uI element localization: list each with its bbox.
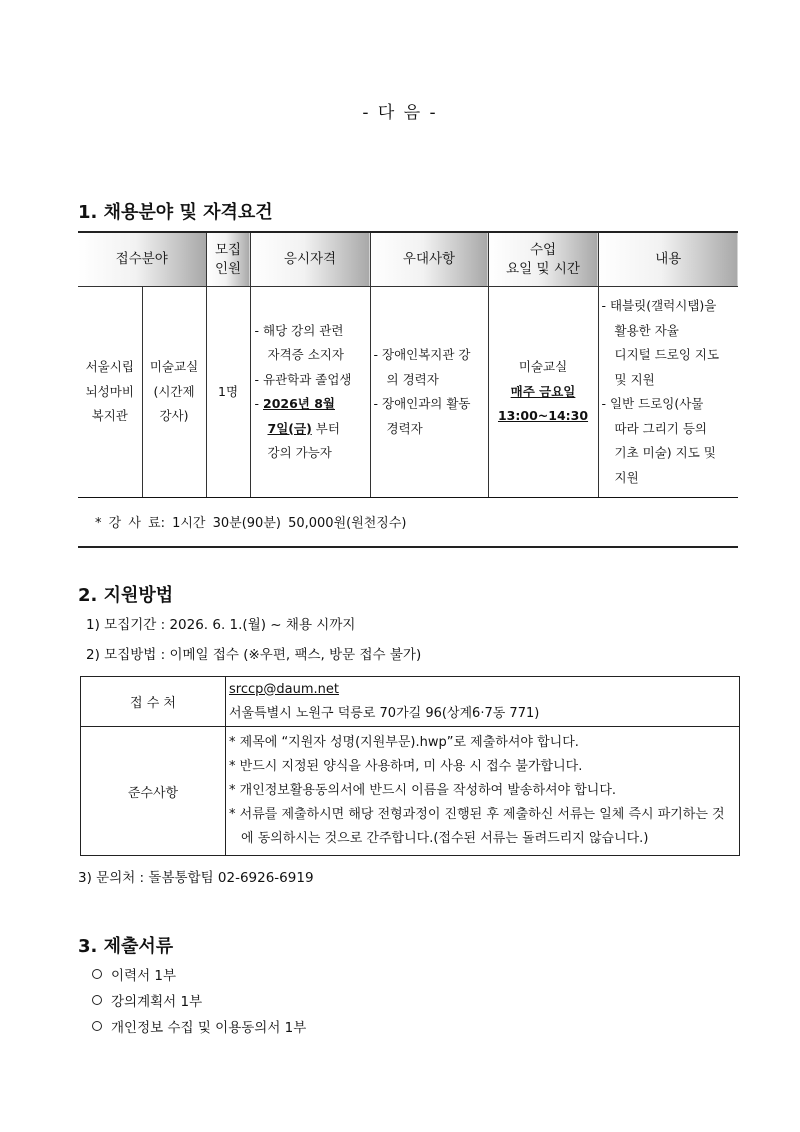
list-item: 강의계획서 1부 bbox=[92, 990, 202, 1010]
email-link[interactable]: srccp@daum.net bbox=[229, 681, 339, 697]
table-row bbox=[78, 287, 738, 498]
header-content: 내용 bbox=[598, 232, 738, 287]
cell-schedule: 미술교실 매주 금요일 13:00~14:30 bbox=[488, 287, 598, 498]
section3-title: 3. 제출서류 bbox=[78, 936, 174, 957]
section-divider bbox=[78, 546, 738, 548]
header-qualification: 응시자격 bbox=[250, 232, 370, 287]
cell-count: 1명 bbox=[206, 287, 250, 498]
recruitment-table-header bbox=[78, 232, 738, 287]
table-row bbox=[81, 677, 740, 727]
cell-preference: - 장애인복지관 강 의 경력자 - 장애인과의 활동 경력자 bbox=[370, 287, 488, 498]
lecture-fee: * 강 사 료: 1시간 30분(90분) 50,000원(원천징수) bbox=[95, 516, 407, 531]
rule-item: * 개인정보활용동의서에 반드시 이름을 작성하여 발송하셔야 합니다. bbox=[229, 783, 617, 798]
header-schedule: 수업 요일 및 시간 bbox=[488, 232, 598, 287]
section2-title: 2. 지원방법 bbox=[78, 585, 174, 606]
rule-item: * 반드시 지정된 양식을 사용하며, 미 사용 시 접수 불가합니다. bbox=[229, 759, 583, 774]
header-preference: 우대사항 bbox=[370, 232, 488, 287]
recruit-method: 2) 모집방법 : 이메일 접수 (※우편, 팩스, 방문 접수 불가) bbox=[86, 647, 422, 663]
cell-position: 미술교실 (시간제 강사) bbox=[142, 287, 206, 498]
cell-content: - 태블릿(갤럭시탭)을 활용한 자율 디지털 드로잉 지도 및 지원 - 일반 드로잉(사물 따라 그리기 등의 기초 미술) 지도 및 지원 bbox=[598, 287, 738, 498]
rules-label: 준수사항 bbox=[81, 727, 226, 856]
application-table bbox=[80, 676, 740, 856]
address: 서울특별시 노원구 덕릉로 70가길 96(상계6·7동 771) bbox=[229, 705, 540, 721]
rule-item: * 제목에 “지원자 성명(지원부문).hwp”로 제출하셔야 합니다. bbox=[229, 735, 579, 750]
recruitment-table bbox=[78, 231, 738, 498]
table-row bbox=[81, 727, 740, 856]
header-count: 모집 인원 bbox=[206, 232, 250, 287]
section1-title: 1. 채용분야 및 자격요건 bbox=[78, 202, 273, 223]
circle-bullet-icon bbox=[92, 1021, 102, 1031]
list-item: 이력서 1부 bbox=[92, 964, 176, 984]
rule-item: * 서류를 제출하시면 해당 전형과정이 진행된 후 제출하신 서류는 일체 즉시 파기하는 것에 동의하시는 것으로 간주합니다.(접수된 서류는 돌려드리지 않습니다.) bbox=[229, 807, 725, 846]
notice-heading: - 다 음 - bbox=[362, 103, 438, 123]
submit-value bbox=[226, 677, 740, 727]
recruit-period: 1) 모집기간 : 2026. 6. 1.(월) ~ 채용 시까지 bbox=[86, 617, 356, 633]
contact: 3) 문의처 : 돌봄통합팀 02-6926-6919 bbox=[78, 870, 314, 886]
list-item: 개인정보 수집 및 이용동의서 1부 bbox=[92, 1016, 306, 1036]
cell-org: 서울시립 뇌성마비 복지관 bbox=[78, 287, 142, 498]
submit-label: 접 수 처 bbox=[81, 677, 226, 727]
rules-value bbox=[226, 727, 740, 856]
cell-qualification: - 해당 강의 관련 자격증 소지자 - 유관학과 졸업생 - 2026년 8월 7일(금) 부터 강의 가능자 bbox=[250, 287, 370, 498]
header-field: 접수분야 bbox=[78, 232, 206, 287]
circle-bullet-icon bbox=[92, 969, 102, 979]
circle-bullet-icon bbox=[92, 995, 102, 1005]
